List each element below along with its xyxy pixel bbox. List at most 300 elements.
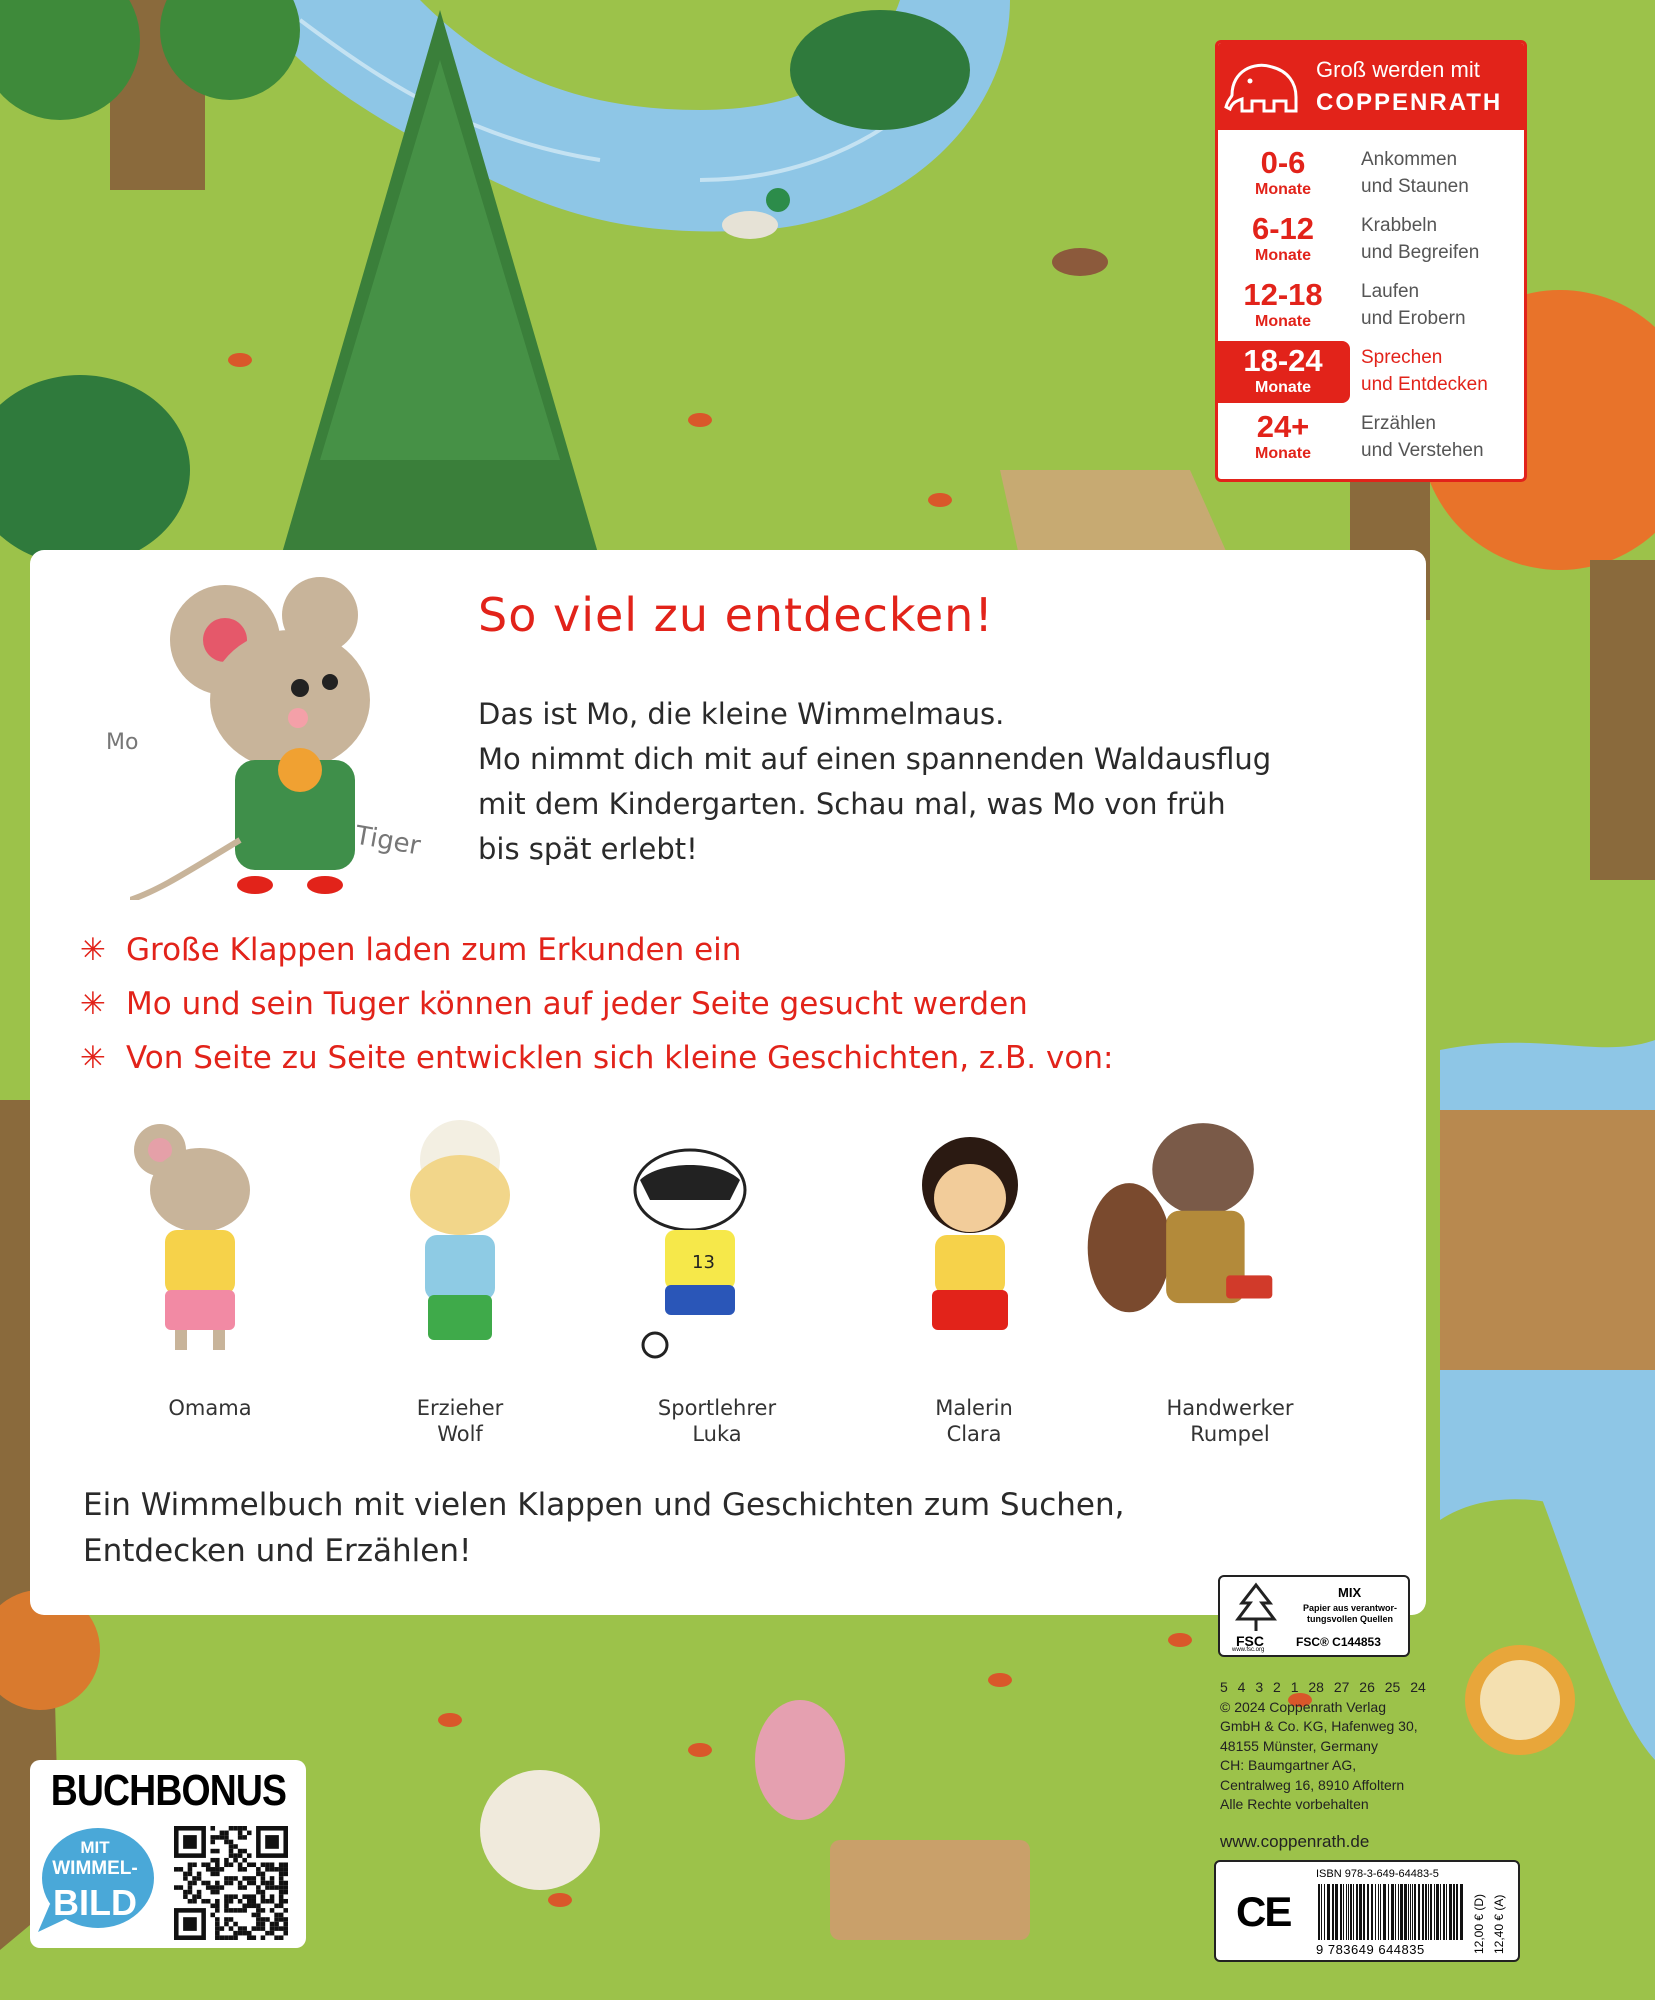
qr-module	[270, 1899, 275, 1904]
character-name-wolf	[350, 1395, 570, 1447]
qr-module	[210, 1904, 215, 1909]
qr-module	[252, 1904, 257, 1909]
age-stage-line1: Sprechen	[1361, 347, 1443, 368]
qr-module	[188, 1885, 193, 1890]
qr-module	[283, 1908, 288, 1913]
qr-module	[256, 1922, 261, 1927]
qr-module	[270, 1876, 275, 1881]
qr-module	[215, 1922, 220, 1927]
bubble-text-line1: MIT	[80, 1838, 110, 1857]
qr-module	[215, 1835, 220, 1840]
age-stage-line2: und Entdecken	[1361, 374, 1488, 395]
age-unit: Monate	[1255, 313, 1311, 330]
qr-module	[224, 1862, 229, 1867]
qr-module	[252, 1862, 257, 1867]
barcode-bar	[1449, 1884, 1452, 1940]
qr-module	[256, 1913, 261, 1918]
qr-module	[229, 1840, 234, 1845]
age-stage-line1: Laufen	[1361, 281, 1420, 302]
qr-module	[210, 1872, 215, 1877]
asterisk-bullet-icon: ✳	[80, 1040, 106, 1076]
qr-module	[279, 1867, 284, 1872]
feature-bullet	[80, 1040, 1113, 1076]
qr-module	[210, 1826, 215, 1831]
qr-module	[192, 1899, 197, 1904]
qr-module	[229, 1881, 234, 1886]
barcode-bar	[1422, 1884, 1424, 1940]
bullet-text: Mo und sein Tuger können auf jeder Seite gesucht werden	[126, 986, 1028, 1022]
qr-module	[242, 1835, 247, 1840]
qr-module	[229, 1849, 234, 1854]
qr-module	[270, 1931, 275, 1936]
qr-module	[270, 1867, 275, 1872]
barcode-bar	[1410, 1884, 1411, 1940]
qr-module	[215, 1867, 220, 1872]
bullet-text: Von Seite zu Seite entwicklen sich kleine Geschichten, z.B. von:	[126, 1040, 1114, 1076]
qr-module	[274, 1904, 279, 1909]
character-name-line2: Clara	[946, 1422, 1002, 1446]
qr-module	[183, 1876, 188, 1881]
barcode-bar	[1408, 1884, 1409, 1940]
qr-module	[247, 1935, 252, 1940]
qr-module	[265, 1885, 270, 1890]
qr-module	[201, 1899, 206, 1904]
age-range: 18-24	[1243, 343, 1323, 378]
barcode-bar	[1340, 1884, 1342, 1940]
character-name-omama	[100, 1395, 320, 1421]
age-range: 12-18	[1243, 277, 1323, 312]
character-name-rumpel	[1120, 1395, 1340, 1447]
age-group-box	[1215, 40, 1527, 482]
character-name-line1: Erzieher	[416, 1396, 504, 1420]
qr-module	[215, 1908, 220, 1913]
qr-module	[188, 1890, 193, 1895]
qr-module	[210, 1858, 215, 1863]
qr-module	[197, 1872, 202, 1877]
character-name-line1: Malerin	[935, 1396, 1013, 1420]
age-row-24-plus	[1218, 407, 1524, 469]
qr-module	[215, 1885, 220, 1890]
barcode-bar	[1348, 1884, 1349, 1940]
qr-module	[188, 1899, 193, 1904]
age-range: 6-12	[1251, 211, 1315, 246]
barcode-bar	[1434, 1884, 1435, 1940]
feature-bullet	[80, 932, 741, 968]
barcode-bar	[1453, 1884, 1455, 1940]
barcode-bar	[1332, 1884, 1334, 1940]
barcode-bar	[1359, 1884, 1362, 1940]
qr-module	[238, 1926, 243, 1931]
qr-module	[224, 1922, 229, 1927]
qr-module	[224, 1835, 229, 1840]
badger-sports-teacher-illustration	[600, 1120, 800, 1360]
qr-module	[261, 1862, 266, 1867]
qr-module	[229, 1935, 234, 1940]
qr-module	[252, 1876, 257, 1881]
qr-module	[279, 1913, 284, 1918]
qr-module	[197, 1890, 202, 1895]
outro-line: Entdecken und Erzählen!	[83, 1533, 472, 1569]
qr-module	[233, 1908, 238, 1913]
qr-module	[247, 1881, 252, 1886]
qr-module	[179, 1867, 184, 1872]
qr-module	[274, 1935, 279, 1940]
intro-line: Das ist Mo, die kleine Wimmelmaus.	[478, 697, 1005, 731]
qr-module	[224, 1899, 229, 1904]
qr-module	[283, 1872, 288, 1877]
qr-module	[247, 1853, 252, 1858]
qr-module	[183, 1872, 188, 1877]
barcode-bar	[1456, 1884, 1458, 1940]
print-counter: 5 4 3 2 1 28 27 26 25 24	[1220, 1679, 1426, 1695]
buchbonus-title: BUCHBONUS	[50, 1766, 287, 1815]
qr-module	[283, 1899, 288, 1904]
qr-module	[247, 1894, 252, 1899]
qr-module	[215, 1872, 220, 1877]
qr-module	[238, 1908, 243, 1913]
publisher-website-link[interactable]: www.coppenrath.de	[1220, 1832, 1370, 1851]
barcode-bar	[1414, 1884, 1416, 1940]
outro-line: Ein Wimmelbuch mit vielen Klappen und Geschichten zum Suchen,	[83, 1487, 1125, 1523]
qr-module	[215, 1917, 220, 1922]
qr-module	[247, 1899, 252, 1904]
barcode-bar	[1367, 1884, 1369, 1940]
barcode-bar	[1395, 1884, 1396, 1940]
barcode-bar	[1391, 1884, 1394, 1940]
qr-module	[256, 1867, 261, 1872]
qr-module	[206, 1899, 211, 1904]
qr-module	[210, 1849, 215, 1854]
qr-module	[252, 1881, 257, 1886]
qr-module	[224, 1894, 229, 1899]
qr-module	[279, 1876, 284, 1881]
age-row-18-24-active	[1218, 341, 1524, 403]
qr-module	[256, 1904, 261, 1909]
barcode-bar	[1388, 1884, 1389, 1940]
imprint-line: CH: Baumgartner AG,	[1220, 1757, 1357, 1773]
qr-module	[252, 1926, 257, 1931]
bubble-text-line3: BILD	[53, 1882, 137, 1923]
asterisk-bullet-icon: ✳	[80, 932, 106, 968]
qr-module	[238, 1835, 243, 1840]
asterisk-bullet-icon: ✳	[80, 986, 106, 1022]
qr-module	[229, 1862, 234, 1867]
barcode-bar	[1335, 1884, 1338, 1940]
qr-module	[188, 1867, 193, 1872]
qr-module	[270, 1922, 275, 1927]
qr-module	[238, 1885, 243, 1890]
qr-module	[265, 1881, 270, 1886]
bullet-text: Große Klappen laden zum Erkunden ein	[126, 932, 742, 968]
qr-module	[229, 1926, 234, 1931]
age-stage-line2: und Begreifen	[1361, 242, 1480, 263]
age-range: 0-6	[1260, 145, 1306, 180]
barcode-bar	[1324, 1884, 1325, 1940]
qr-module	[256, 1926, 261, 1931]
barcode-bar	[1400, 1884, 1403, 1940]
qr-module	[215, 1881, 220, 1886]
qr-module	[229, 1908, 234, 1913]
qr-module	[279, 1894, 284, 1899]
qr-module	[242, 1894, 247, 1899]
qr-module	[224, 1840, 229, 1845]
qr-module	[210, 1867, 215, 1872]
age-stage-line2: und Verstehen	[1361, 440, 1484, 461]
qr-module	[233, 1844, 238, 1849]
elephant-logo-icon	[1224, 57, 1306, 117]
barcode-bar	[1428, 1884, 1429, 1940]
qr-module	[283, 1931, 288, 1936]
qr-module	[215, 1931, 220, 1936]
qr-module	[233, 1853, 238, 1858]
description-card	[30, 550, 1426, 1615]
qr-module	[197, 1876, 202, 1881]
qr-module	[220, 1926, 225, 1931]
mo-label: Mo	[106, 730, 139, 755]
age-box-header	[1218, 43, 1524, 130]
outro-text	[83, 1482, 1125, 1574]
qr-module	[233, 1931, 238, 1936]
tiger-label: Tiger	[352, 820, 423, 862]
qr-module	[224, 1917, 229, 1922]
qr-module	[215, 1890, 220, 1895]
qr-module	[210, 1890, 215, 1895]
qr-module	[224, 1858, 229, 1863]
qr-module	[206, 1867, 211, 1872]
qr-finder	[183, 1917, 197, 1931]
isbn-text: ISBN 978-3-649-64483-5	[1316, 1868, 1439, 1880]
barcode-bar	[1404, 1884, 1407, 1940]
age-unit: Monate	[1255, 445, 1311, 462]
qr-module	[270, 1881, 275, 1886]
qr-module	[242, 1931, 247, 1936]
bubble-text-line2: WIMMEL-	[52, 1858, 138, 1879]
qr-module	[256, 1890, 261, 1895]
age-stage-line1: Ankommen	[1361, 149, 1458, 170]
imprint-line: 48155 Münster, Germany	[1220, 1737, 1378, 1754]
qr-module	[238, 1867, 243, 1872]
price-austria: 12,40 € (A)	[1492, 1894, 1506, 1954]
qr-module	[252, 1894, 257, 1899]
qr-module	[283, 1926, 288, 1931]
character-name-luka	[607, 1395, 827, 1447]
qr-module	[238, 1853, 243, 1858]
qr-module	[242, 1926, 247, 1931]
qr-module	[197, 1894, 202, 1899]
qr-module	[206, 1885, 211, 1890]
fsc-label	[1218, 1575, 1410, 1657]
qr-module	[233, 1894, 238, 1899]
qr-module	[274, 1917, 279, 1922]
qr-module	[270, 1885, 275, 1890]
feature-bullet	[80, 986, 1028, 1022]
barcode-bar	[1378, 1884, 1379, 1940]
qr-module	[252, 1899, 257, 1904]
qr-module	[283, 1867, 288, 1872]
fsc-logo-text: FSC	[1236, 1633, 1264, 1649]
qr-module	[233, 1858, 238, 1863]
qr-module	[283, 1917, 288, 1922]
qr-module	[183, 1890, 188, 1895]
rumpel-craftsman-beaver-illustration	[1080, 1100, 1280, 1340]
qr-module	[242, 1904, 247, 1909]
age-stage-line2: und Erobern	[1361, 308, 1466, 329]
wolf-teacher-illustration	[360, 1120, 560, 1360]
qr-module	[210, 1885, 215, 1890]
qr-module	[274, 1913, 279, 1918]
character-name-line1: Sportlehrer	[657, 1396, 777, 1420]
qr-module	[279, 1890, 284, 1895]
qr-module	[215, 1926, 220, 1931]
qr-module	[252, 1913, 257, 1918]
barcode-bar	[1436, 1884, 1439, 1940]
qr-module	[261, 1894, 266, 1899]
qr-module	[229, 1844, 234, 1849]
qr-module	[279, 1862, 284, 1867]
qr-module	[192, 1862, 197, 1867]
age-row-6-12	[1218, 209, 1524, 271]
qr-module	[252, 1935, 257, 1940]
age-unit: Monate	[1255, 247, 1311, 264]
fsc-paper-text: Papier aus verantwor-tungsvollen Quellen	[1302, 1603, 1398, 1624]
qr-module	[242, 1826, 247, 1831]
barcode-bar	[1371, 1884, 1373, 1940]
barcode-bar	[1440, 1884, 1441, 1940]
qr-module	[247, 1931, 252, 1936]
age-stage-line1: Erzählen	[1361, 413, 1436, 434]
qr-module	[206, 1862, 211, 1867]
barcode-bar	[1343, 1884, 1344, 1940]
qr-code-icon[interactable]	[170, 1826, 292, 1940]
qr-module	[238, 1849, 243, 1854]
qr-module	[238, 1826, 243, 1831]
qr-module	[192, 1881, 197, 1886]
age-box-title-line1: Groß werden mit	[1316, 57, 1480, 82]
barcode-box	[1214, 1860, 1520, 1962]
barcode-bars	[1316, 1884, 1466, 1940]
barcode-bar	[1460, 1884, 1463, 1940]
qr-module	[233, 1922, 238, 1927]
qr-module	[256, 1885, 261, 1890]
qr-module	[220, 1935, 225, 1940]
qr-module	[238, 1831, 243, 1836]
qr-module	[279, 1935, 284, 1940]
jersey-number: 13	[692, 1252, 715, 1273]
qr-module	[261, 1876, 266, 1881]
qr-module	[283, 1862, 288, 1867]
qr-module	[274, 1867, 279, 1872]
qr-module	[215, 1935, 220, 1940]
qr-module	[261, 1922, 266, 1927]
qr-module	[265, 1931, 270, 1936]
barcode-bar	[1383, 1884, 1386, 1940]
barcode-bar	[1321, 1884, 1322, 1940]
barcode-bar	[1398, 1884, 1399, 1940]
qr-module	[279, 1917, 284, 1922]
qr-module	[247, 1831, 252, 1836]
qr-module	[270, 1908, 275, 1913]
qr-module	[283, 1922, 288, 1927]
character-name-line1: Handwerker	[1166, 1396, 1294, 1420]
intro-text	[478, 692, 1378, 872]
age-unit: Monate	[1255, 379, 1311, 396]
qr-module	[265, 1899, 270, 1904]
qr-module	[242, 1858, 247, 1863]
barcode-bar	[1430, 1884, 1432, 1940]
qr-module	[201, 1881, 206, 1886]
age-row-0-6	[1218, 143, 1524, 205]
qr-module	[201, 1862, 206, 1867]
barcode-bar	[1353, 1884, 1354, 1940]
qr-module	[188, 1862, 193, 1867]
barcode-bar	[1356, 1884, 1358, 1940]
qr-module	[274, 1926, 279, 1931]
qr-module	[279, 1885, 284, 1890]
buchbonus-badge[interactable]	[30, 1760, 306, 1948]
ce-mark: CE	[1236, 1888, 1291, 1935]
qr-module	[238, 1931, 243, 1936]
qr-module	[188, 1872, 193, 1877]
qr-module	[283, 1885, 288, 1890]
qr-module	[220, 1885, 225, 1890]
fsc-code: FSC® C144853	[1296, 1635, 1381, 1649]
qr-module	[261, 1917, 266, 1922]
qr-module	[229, 1894, 234, 1899]
age-range: 24+	[1256, 409, 1310, 444]
qr-module	[215, 1858, 220, 1863]
imprint-line: Alle Rechte vorbehalten	[1220, 1796, 1369, 1812]
intro-line: mit dem Kindergarten. Schau mal, was Mo von früh	[478, 787, 1226, 821]
qr-module	[233, 1935, 238, 1940]
qr-module	[238, 1862, 243, 1867]
qr-module	[261, 1872, 266, 1877]
omama-mouse-illustration	[100, 1120, 300, 1360]
qr-module	[247, 1876, 252, 1881]
qr-module	[224, 1908, 229, 1913]
qr-module	[256, 1872, 261, 1877]
qr-module	[256, 1908, 261, 1913]
barcode-bar	[1318, 1884, 1320, 1940]
qr-module	[247, 1862, 252, 1867]
qr-module	[274, 1922, 279, 1927]
qr-module	[279, 1872, 284, 1877]
qr-module	[192, 1894, 197, 1899]
character-name-clara	[864, 1395, 1084, 1447]
qr-module	[242, 1876, 247, 1881]
imprint-line: GmbH & Co. KG, Hafenweg 30,	[1220, 1718, 1418, 1734]
qr-module	[179, 1885, 184, 1890]
qr-module	[242, 1908, 247, 1913]
qr-module	[210, 1913, 215, 1918]
qr-module	[215, 1862, 220, 1867]
barcode-bar	[1346, 1884, 1347, 1940]
qr-module	[238, 1881, 243, 1886]
qr-module	[229, 1826, 234, 1831]
age-row-12-18	[1218, 275, 1524, 337]
qr-module	[224, 1831, 229, 1836]
qr-module	[220, 1831, 225, 1836]
qr-module	[247, 1904, 252, 1909]
qr-module	[233, 1826, 238, 1831]
character-name-line2: Rumpel	[1190, 1422, 1270, 1446]
barcode-bar	[1350, 1884, 1352, 1940]
qr-module	[270, 1926, 275, 1931]
qr-module	[229, 1853, 234, 1858]
qr-module	[224, 1881, 229, 1886]
qr-module	[220, 1835, 225, 1840]
imprint-line: Centralweg 16, 8910 Affoltern	[1220, 1776, 1405, 1793]
qr-module	[174, 1885, 179, 1890]
